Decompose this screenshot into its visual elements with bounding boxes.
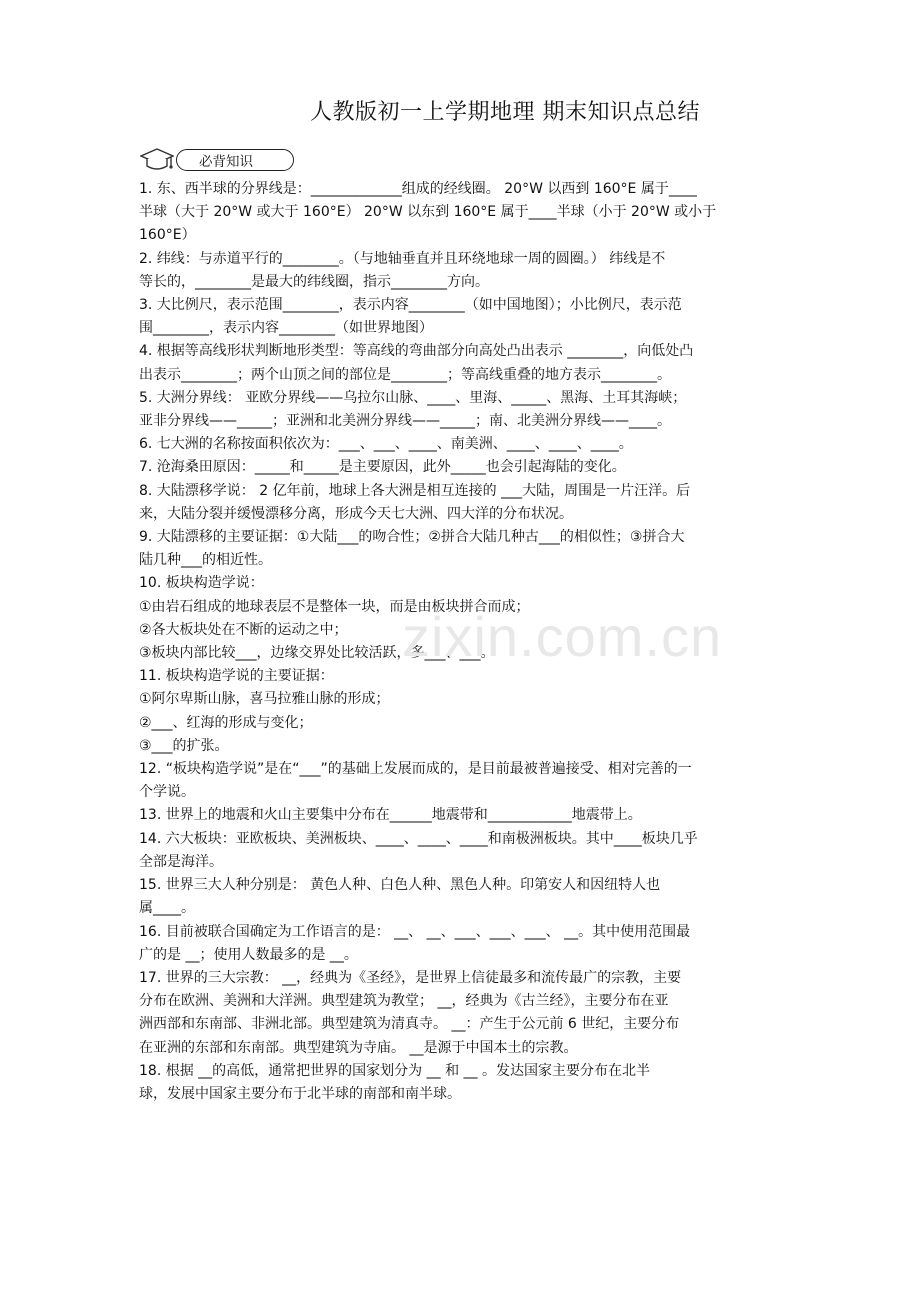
section-header <box>140 147 294 173</box>
text-line: 5. 大洲分界线： 亚欧分界线——乌拉尔山脉、____、里海、_____、黑海、土耳其海峡； <box>139 389 687 406</box>
text-line: 14. 六大板块：亚欧板块、美洲板块、____、____、____和南极洲板块。其中____板块几乎 <box>139 830 698 847</box>
text-line: 1. 东、西半球的分界线是：_____________组成的经线圈。 20°W 以西到 160°E 属于____ <box>139 181 697 197</box>
text-line: ③板块内部比较___，边缘交界处比较活跃，多___、___。 <box>139 645 495 662</box>
text-line: 亚非分界线——_____；亚洲和北美洲分界线——_____；南、北美洲分界线——____。 <box>139 413 671 430</box>
text-line: 出表示________；两个山顶之间的部位是________；等高线重叠的地方表示________。 <box>139 366 671 383</box>
text-line: 围________，表示内容________（如世界地图） <box>139 320 433 337</box>
watermark: zixin.com.cn <box>402 605 723 668</box>
text-line: 半球（大于 20°W 或大于 160°E） 20°W 以东到 160°E 属于____半球（小于 20°W 或小于 <box>139 204 717 221</box>
text-line: 全部是海洋。 <box>139 853 223 870</box>
text-line: ②各大板块处在不断的运动之中； <box>139 621 348 638</box>
text-line: 18. 根据 __的高低，通常把世界的国家划分为 __ 和 __ 。发达国家主要分布在北半 <box>139 1062 650 1079</box>
text-line: ①阿尔卑斯山脉，喜马拉雅山脉的形成； <box>139 691 390 708</box>
text-line: 16. 目前被联合国确定为工作语言的是： __、 __、___、___、___、 __。其中使用范围最 <box>139 923 691 940</box>
text-line: 球，发展中国家主要分布于北半球的南部和南半球。 <box>139 1085 461 1102</box>
text-line: 广的是 __；使用人数最多的是 __。 <box>139 946 358 963</box>
text-line: 6. 七大洲的名称按面积依次为：___、___、____、南美洲、____、____、____。 <box>139 436 633 453</box>
text-line: ③___的扩张。 <box>139 737 229 754</box>
text-line: 15. 世界三大人种分别是： 黄色人种、白色人种、黑色人种。印第安人和因纽特人也 <box>139 877 661 894</box>
document-body <box>139 178 787 1106</box>
text-line: 11. 板块构造学说的主要证据： <box>139 668 334 685</box>
text-line: 7. 沧海桑田原因：_____和_____是主要原因，此外_____也会引起海陆的变化。 <box>139 459 626 476</box>
text-line: 来，大陆分裂并缓慢漂移分离，形成今天七大洲、四大洋的分布状况。 <box>139 505 573 522</box>
text-line: 属____。 <box>139 900 195 917</box>
text-line: 4. 根据等高线形状判断地形类型：等高线的弯曲部分向高处凸出表示 ________，向低处凸 <box>139 343 694 360</box>
text-line: 9. 大陆漂移的主要证据：①大陆___的吻合性；②拼合大陆几种古___的相似性；③拼合大 <box>139 529 685 546</box>
text-line: 等长的，________是最大的纬线圈，指示________方向。 <box>139 273 489 290</box>
text-line: 17. 世界的三大宗教： __，经典为《圣经》，是世界上信徒最多和流传最广的宗教，主要 <box>139 969 682 986</box>
text-line: 2. 纬线：与赤道平行的________。（与地轴垂直并且环绕地球一周的圆圈。） 纬线是不 <box>139 250 666 267</box>
text-line: 在亚洲的东部和东南部。典型建筑为寺庙。 __是源于中国本土的宗教。 <box>139 1039 578 1056</box>
text-line: 3. 大比例尺，表示范围________，表示内容________（如中国地图）；小比例尺，表示范 <box>139 297 682 314</box>
text-line: 分布在欧洲、美洲和大洋洲。典型建筑为教堂； __，经典为《古兰经》，主要分布在亚 <box>139 993 669 1010</box>
text-line: 160°E） <box>139 227 196 244</box>
text-line: 洲西部和东南部、非洲北部。典型建筑为清真寺。 __：产生于公元前 6 世纪，主要分布 <box>139 1016 680 1033</box>
text-line: 个学说。 <box>139 784 195 801</box>
section-label: 必背知识 <box>176 149 294 171</box>
text-line: 12. “板块构造学说”是在“___”的基础上发展而成的，是目前最被普遍接受、相对完善的一 <box>139 761 692 778</box>
text-line: 陆几种___的相近性。 <box>139 552 272 569</box>
text-line: ②___、红海的形成与变化； <box>139 714 313 731</box>
text-line: 8. 大陆漂移学说： 2 亿年前，地球上各大洲是相互连接的 ___大陆，周围是一片汪洋。后 <box>139 482 691 499</box>
text-line: 10. 板块构造学说： <box>139 575 264 592</box>
graduation-cap-icon <box>140 147 174 173</box>
text-line: 13. 世界上的地震和火山主要集中分布在______地震带和____________地震带上。 <box>139 807 642 824</box>
text-line: ①由岩石组成的地球表层不是整体一块，而是由板块拼合而成； <box>139 598 530 615</box>
page-title: 人教版初一上学期地理 期末知识点总结 <box>310 100 700 125</box>
